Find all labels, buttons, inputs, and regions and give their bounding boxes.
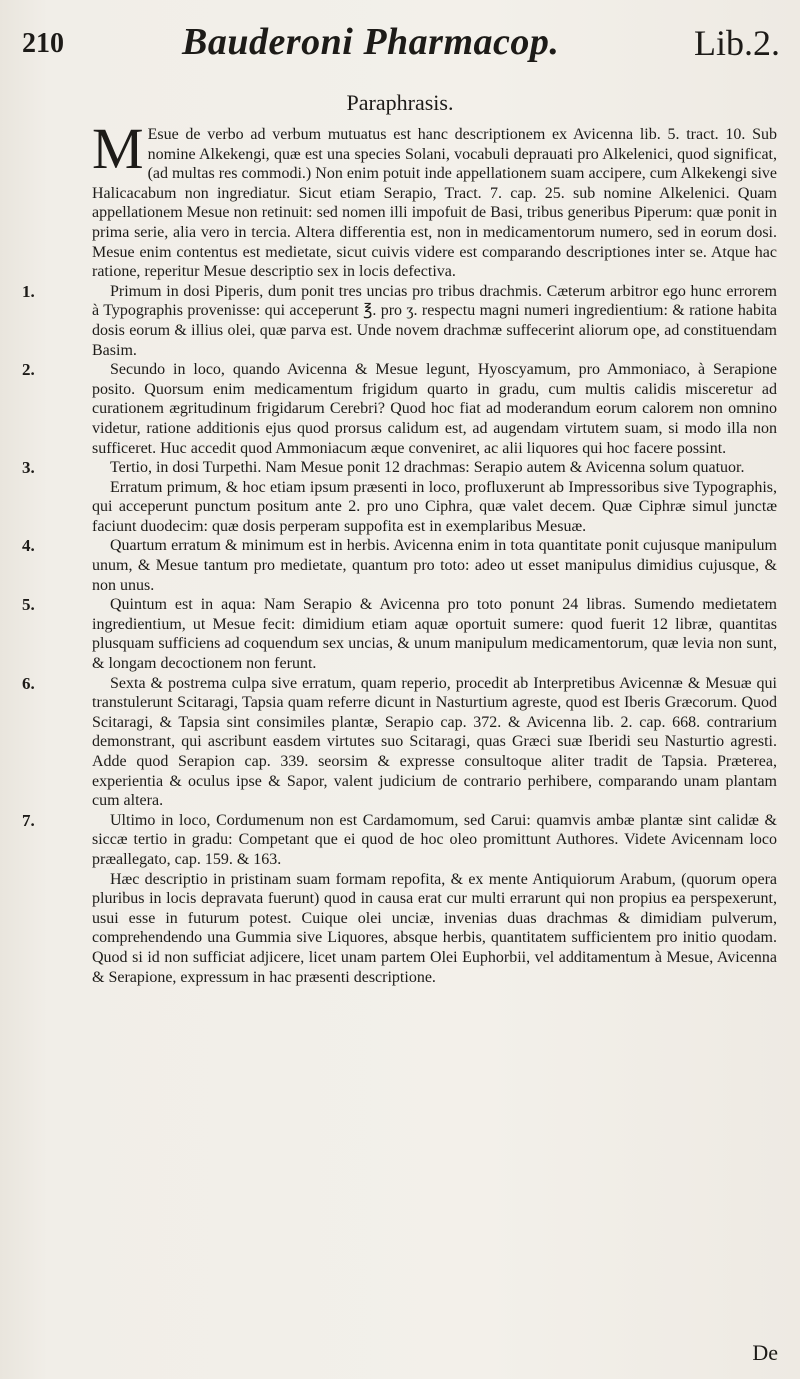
section-title: Paraphrasis. [346, 90, 454, 115]
margin-number: 1. [22, 281, 35, 301]
drop-cap: M [92, 116, 144, 181]
paragraph-5 [22, 595, 777, 673]
paragraph-text: Primum in dosi Piperis, dum ponit tres uncias pro tribus drachmis. Cæterum arbitror ego hunc errorem à Typographis provenisse: qui acceperunt ℥. pro ʒ. respectu magni numeri ingredientium: & ratione habita dosis eorum & illius olei, quæ parva est. Unde novem drachmæ suffecerint aliorum ope, ad constituendam Basim. [92, 282, 777, 359]
body-text [22, 116, 777, 987]
paragraph-text: Quartum erratum & minimum est in herbis. Avicenna enim in tota quantitate ponit cujusque manipulum unum, & Mesue tantum pro medietate, quantum pro toto: adeo ut esset manipulus dimidius cujusque, & non unus. [92, 537, 777, 594]
margin-number: 5. [22, 595, 35, 615]
paragraph-7 [22, 810, 777, 870]
page-number: 210 [22, 28, 64, 59]
paragraph-6 [22, 673, 777, 811]
book-reference: Lib.2. [694, 23, 780, 63]
paragraph-erratum [92, 478, 777, 537]
paragraph-conclusion [92, 870, 777, 988]
paragraph-text: Hæc descriptio in pristinam suam formam repofita, & ex mente Antiquiorum Arabum, (quorum opera pluribus in locis depravata fuerunt) quod in causa erat cur multi errarunt qui non propius ea perspexerunt, usui esse in futurum potest. Cuique olei unciæ, invenias duas drachmas & dimidiam pulverum, comprehendendo una Gummia sive Liquores, absque herbis, quantitatem sufficientem pro initio quodam. Quod si id non sufficiat adjicere, licet unam partem Olei Euphorbii, vel additamentum à Mesue, Avicenna & Serapione, expressum in hac præsenti descriptione. [92, 870, 777, 986]
paragraph-text: Secundo in loco, quando Avicenna & Mesue legunt, Hyoscyamum, pro Ammoniaco, à Serapione posito. Quorsum enim medicamentum frigidum quarto in gradu, cum multis calidis misceretur ad curationem ægritudinum frigidarum Cerebri? Quod hoc fiat ad moderandum eorum calorem non omnino videtur, ratione additionis ejus quod prorsus calidum est, ad augendam virtutem suam, si modo illa non sufficeret. Huc accedit quod Ammoniacum æque conveniret, ac alii liquores qui hoc facere possint. [92, 361, 777, 457]
paragraph-text: Erratum primum, & hoc etiam ipsum præsenti in loco, profluxerunt ab Impressoribus sive Typographis, qui acceperunt punctum positum ante 2. pro uno Ciphra, quæ valet decem. Quæ Ciphræ simul junctæ faciunt duodecim: quæ dosis perperam suppofita est in exemplaribus Mesuæ. [92, 478, 777, 535]
running-title: Bauderoni Pharmacop. [182, 21, 560, 63]
catchword: De [752, 1340, 778, 1365]
paragraph-1 [22, 281, 777, 360]
margin-number: 4. [22, 536, 35, 556]
paragraph-4 [22, 536, 777, 595]
paragraph-text: Sexta & postrema culpa sive erratum, quam reperio, procedit ab Interpretibus Avicennæ & Mesuæ qui transtulerunt Scitaragi, Tapsia quam referre dicunt in Nasturtium agreste, quod est Iberis Græcorum. Quod Scitaragi, & Tapsia sint consimiles plantæ, Serapio cap. 372. & Avicenna lib. 2. cap. 668. contrarium demonstrant, qui ascribunt easdem virtutes suo Scitaragi, quas Græci suæ Iberidi seu Nasturtio agresti. Adde quod Serapion cap. 339. seorsim & expresse consultoque aliter tradit de Tapsia. Præterea, experientia & oculus ipse & Sapor, valent judicium de contrario perhibere, comparando unam plantam cum altera. [92, 674, 777, 810]
paragraph-3 [22, 458, 777, 478]
margin-number: 3. [22, 458, 35, 478]
page-header [22, 14, 780, 74]
margin-number: 2. [22, 360, 35, 380]
paragraph-text: Quintum est in aqua: Nam Serapio & Avicenna pro toto ponunt 24 libras. Sumendo medietatem ingredientium, ut Mesue fecit: dimidium etiam aquæ oportuit sumere: quod fuerit 12 libræ, quantitas plusquam sufficiens ad coquendum sex uncias, & unum manipulum medicamentorum, quæ levia non sunt, & longam decoctionem non ferunt. [92, 596, 777, 673]
paragraph-intro [92, 116, 777, 282]
paragraph-text: Esue de verbo ad verbum mutuatus est hanc descriptionem ex Avicenna lib. 5. tract. 10. Sub nomine Alkekengi, quæ est una species Solani, vocabuli deprauati pro Alkelenici, quod significat, (ad multas res commodi.) Non enim potuit inde appellationem suam accipere, cum Alkekengi sive Halicacabum non ingrediatur. Sicut etiam Serapio, Tract. 7. cap. 25. sub nomine Alkelenici. Quam appellationem Mesue non retinuit: sed nomen illi impofuit de Basi, tribus generibus Piperum: quæ ponit in prima serie, alia vero in tercia. Altera differentia est, non in medicamentorum numero, sed in eorum dosi. Mesue enim contentus est medietate, sicut cuivis videre est comparando descriptiones inter se. Atque hac ratione, reperitur Mesue descriptio sex in locis defectiva. [92, 126, 777, 281]
margin-number: 7. [22, 810, 35, 830]
margin-number: 6. [22, 673, 35, 693]
paragraph-text: Tertio, in dosi Turpethi. Nam Mesue ponit 12 drachmas: Serapio autem & Avicenna solum quatuor. [110, 459, 745, 477]
paragraph-2 [22, 360, 777, 458]
paragraph-text: Ultimo in loco, Cordumenum non est Cardamomum, sed Carui: quamvis ambæ plantæ sint calidæ & siccæ tertio in gradu: Competant que ei quod de hoc oleo promittunt Authores. Videte Avicennam loco præallegato, cap. 159. & 163. [92, 811, 777, 868]
